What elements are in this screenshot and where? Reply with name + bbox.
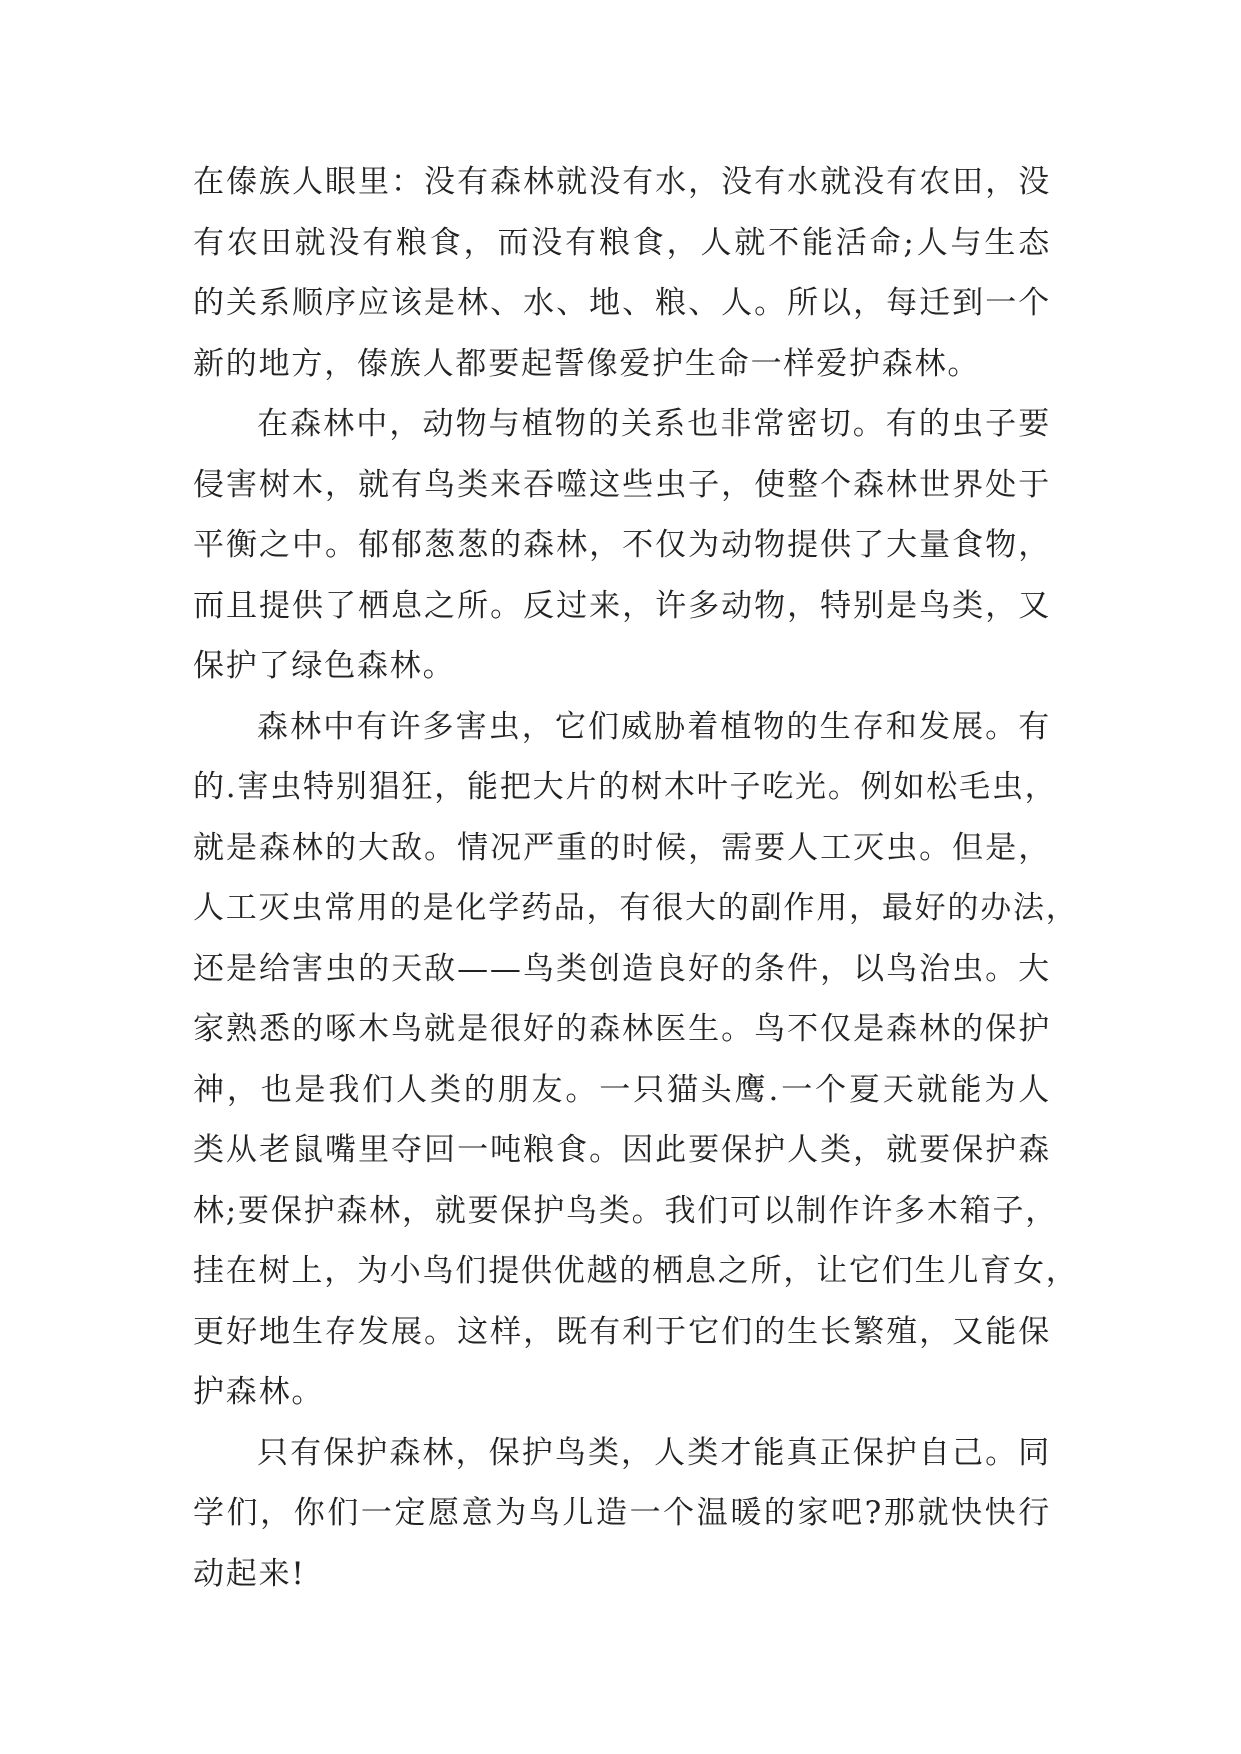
text-line: 神，也是我们人类的朋友。一只猫头鹰.一个夏天就能为人 (193, 1071, 1051, 1108)
text-line: 护森林。 (193, 1374, 325, 1410)
text-line: 森林中有许多害虫，它们威胁着植物的生存和发展。有 (257, 708, 1051, 745)
text-line: 更好地生存发展。这样，既有利于它们的生长繁殖，又能保 (193, 1313, 1051, 1350)
text-line: 的关系顺序应该是林、水、地、粮、人。所以，每迁到一个 (193, 285, 1051, 321)
text-line: 动起来! (193, 1555, 306, 1592)
paragraph-conclusion (193, 1423, 1051, 1605)
text-line: 有农田就没有粮食，而没有粮食，人就不能活命;人与生态 (193, 224, 1051, 261)
text-line: 挂在树上，为小鸟们提供优越的栖息之所，让它们生儿育女， (193, 1253, 1079, 1289)
paragraph-animals-plants (193, 394, 1051, 697)
text-line: 还是给害虫的天敌——鸟类创造良好的条件，以鸟治虫。大 (193, 950, 1051, 987)
text-line: 在森林中，动物与植物的关系也非常密切。有的虫子要 (257, 406, 1051, 442)
text-line: 学们，你们一定愿意为鸟儿造一个温暖的家吧?那就快快行 (193, 1495, 1051, 1531)
text-line: 新的地方，傣族人都要起誓像爱护生命一样爱护森林。 (193, 345, 981, 382)
text-line: 就是森林的大敌。情况严重的时候，需要人工灭虫。但是， (193, 829, 1051, 866)
text-line: 保护了绿色森林。 (193, 648, 456, 684)
text-line: 的.害虫特别猖狂，能把大片的树木叶子吃光。例如松毛虫， (193, 769, 1058, 805)
text-line: 在傣族人眼里：没有森林就没有水，没有水就没有农田，没 (193, 164, 1051, 200)
text-line: 侵害树木，就有鸟类来吞噬这些虫子，使整个森林世界处于 (193, 466, 1051, 503)
text-line: 平衡之中。郁郁葱葱的森林，不仅为动物提供了大量食物， (193, 527, 1051, 563)
text-line: 只有保护森林，保护鸟类，人类才能真正保护自己。同 (257, 1434, 1051, 1471)
document-body (193, 152, 1079, 1604)
text-line: 类从老鼠嘴里夺回一吨粮食。因此要保护人类，就要保护森 (193, 1132, 1051, 1168)
text-line: 而且提供了栖息之所。反过来，许多动物，特别是鸟类，又 (193, 587, 1051, 624)
text-line: 人工灭虫常用的是化学药品，有很大的副作用，最好的办法， (193, 890, 1079, 926)
paragraph-pests-birds (193, 697, 1079, 1423)
text-line: 家熟悉的啄木鸟就是很好的森林医生。鸟不仅是森林的保护 (193, 1011, 1051, 1047)
text-line: 林;要保护森林，就要保护鸟类。我们可以制作许多木箱子， (193, 1192, 1059, 1229)
paragraph-dai-people (193, 152, 1051, 394)
